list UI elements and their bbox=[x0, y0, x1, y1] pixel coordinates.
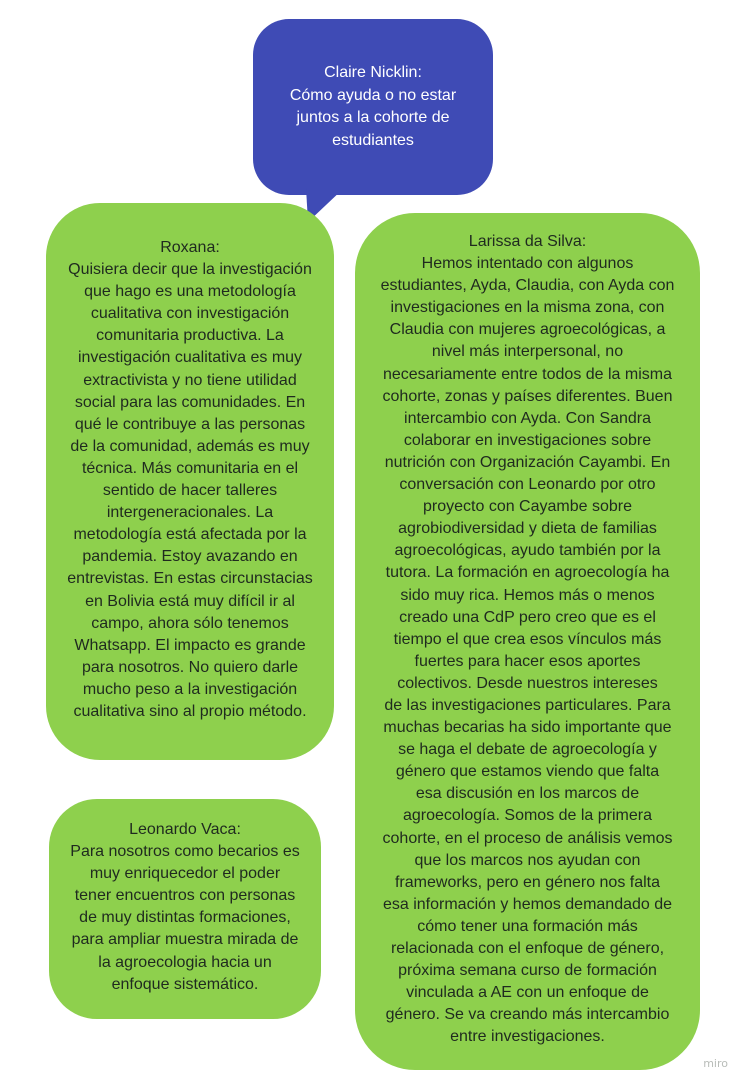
leonardo-text bbox=[59, 819, 311, 996]
title-line: Claire Nicklin: bbox=[324, 64, 422, 81]
roxana-line: intergeneracionales. La bbox=[106, 504, 274, 522]
roxana-line: campo, ahora sólo tenemos bbox=[91, 614, 289, 632]
miro-watermark: miro bbox=[703, 1057, 728, 1070]
title-line: Cómo ayuda o no estar bbox=[289, 86, 457, 104]
larissa-speaker: Larissa da Silva: bbox=[468, 233, 587, 250]
larissa-line: muchas becarias ha sido importante que bbox=[383, 719, 672, 737]
leonardo-speaker: Leonardo Vaca: bbox=[129, 821, 241, 838]
roxana-line: cualitativa con investigación bbox=[90, 305, 290, 323]
larissa-line: tiempo el que crea esos vínculos más bbox=[393, 630, 662, 648]
roxana-bubble bbox=[46, 203, 334, 760]
roxana-line: investigación cualitativa es muy bbox=[77, 349, 303, 367]
larissa-line: necesariamente entre todos de la misma bbox=[382, 365, 673, 383]
title-bubble bbox=[253, 19, 493, 195]
roxana-line: Quisiera decir que la investigación bbox=[68, 261, 312, 279]
roxana-line: social para las comunidades. En bbox=[74, 393, 306, 411]
larissa-line: Hemos intentado con algunos bbox=[421, 255, 634, 273]
larissa-line: vinculada a AE con un enfoque de bbox=[406, 984, 649, 1002]
roxana-text bbox=[56, 237, 324, 723]
title-line: estudiantes bbox=[332, 131, 414, 149]
roxana-line: técnica. Más comunitaria en el bbox=[81, 459, 299, 477]
leonardo-bubble bbox=[49, 799, 321, 1019]
larissa-line: creado una CdP pero creo que es el bbox=[399, 608, 656, 626]
title-line: juntos a la cohorte de bbox=[296, 109, 450, 126]
roxana-line: entrevistas. En estas circunstacias bbox=[67, 570, 313, 588]
larissa-line: agroecológicas, ayudo también por la bbox=[394, 542, 661, 560]
roxana-line: metodología está afectada por la bbox=[73, 526, 307, 544]
larissa-line: entre investigaciones. bbox=[450, 1028, 605, 1046]
leonardo-line: tener encuentros con personas bbox=[74, 887, 296, 905]
leonardo-line: Para nosotros como becarios es bbox=[70, 843, 300, 861]
larissa-line: nutrición con Organización Cayambi. En bbox=[384, 453, 671, 471]
larissa-line: relacionada con el enfoque de género, bbox=[390, 940, 665, 957]
larissa-line: cómo tener una formación más bbox=[417, 917, 638, 935]
larissa-line: fuertes para hacer esos aportes bbox=[414, 652, 641, 670]
larissa-line: que los marcos nos ayudan con bbox=[414, 851, 641, 869]
larissa-line: género. Se va creando más intercambio bbox=[385, 1006, 670, 1024]
larissa-line: nivel más interpersonal, no bbox=[431, 343, 624, 361]
roxana-line: comunitaria productiva. La bbox=[96, 327, 284, 345]
larissa-line: de las investigaciones particulares. Para bbox=[384, 696, 671, 714]
roxana-speaker: Roxana: bbox=[160, 239, 220, 256]
larissa-line: próxima semana curso de formación bbox=[398, 962, 657, 980]
roxana-line: cualitativa sino al propio método. bbox=[73, 702, 307, 720]
larissa-line: género que estamos viendo que falta bbox=[395, 763, 660, 781]
roxana-line: en Bolivia está muy difícil ir al bbox=[85, 592, 295, 610]
roxana-line: pandemia. Estoy avazando en bbox=[82, 548, 298, 566]
leonardo-line: de muy distintas formaciones, bbox=[79, 909, 291, 927]
roxana-line: Whatsapp. El impacto es grande bbox=[74, 636, 306, 654]
leonardo-line: para ampliar muestra mirada de bbox=[71, 931, 299, 949]
larissa-line: se haga el debate de agroecología y bbox=[398, 741, 657, 759]
larissa-line: esa discusión en los marcos de bbox=[415, 785, 640, 803]
roxana-line: qué le contribuye a las personas bbox=[74, 415, 306, 433]
larissa-line: cohorte, zonas y países diferentes. Buen bbox=[382, 387, 673, 405]
roxana-line: sentido de hacer talleres bbox=[102, 482, 278, 500]
larissa-line: intercambio con Ayda. Con Sandra bbox=[404, 409, 651, 427]
roxana-line: extractivista y no tiene utilidad bbox=[83, 371, 297, 389]
larissa-bubble bbox=[355, 213, 700, 1070]
larissa-line: agrobiodiversidad y dieta de familias bbox=[398, 520, 657, 538]
larissa-line: conversación con Leonardo por otro bbox=[399, 476, 656, 494]
leonardo-line: enfoque sistemático. bbox=[111, 975, 259, 993]
larissa-line: colaborar en investigaciones sobre bbox=[403, 431, 652, 449]
roxana-line: para nosotros. No quiero darle bbox=[81, 658, 299, 676]
larissa-line: esa información y hemos demandado de bbox=[382, 895, 673, 913]
larissa-line: colectivos. Desde nuestros intereses bbox=[397, 674, 658, 692]
larissa-line: investigaciones en la misma zona, con bbox=[390, 299, 665, 317]
larissa-line: tutora. La formación en agroecología ha bbox=[385, 564, 670, 582]
larissa-line: frameworks, pero en género nos falta bbox=[394, 873, 661, 891]
leonardo-line: muy enriquecedor el poder bbox=[89, 865, 281, 883]
larissa-line: estudiantes, Ayda, Claudia, con Ayda con bbox=[380, 277, 675, 295]
roxana-line: mucho peso a la investigación bbox=[82, 680, 298, 698]
larissa-line: cohorte, en el proceso de análisis vemos bbox=[382, 829, 673, 847]
larissa-line: sido muy rica. Hemos más o menos bbox=[400, 586, 655, 604]
leonardo-line: la agroecologia hacia un bbox=[98, 953, 272, 971]
larissa-line: Claudia con mujeres agroecológicas, a bbox=[389, 321, 666, 339]
roxana-line: que hago es una metodología bbox=[84, 283, 296, 301]
larissa-line: proyecto con Cayambe sobre bbox=[423, 498, 632, 516]
larissa-text bbox=[363, 231, 692, 1048]
larissa-line: agroecología. Somos de la primera bbox=[402, 807, 653, 825]
title-text bbox=[271, 62, 475, 152]
roxana-line: de la comunidad, además es muy bbox=[70, 437, 310, 455]
